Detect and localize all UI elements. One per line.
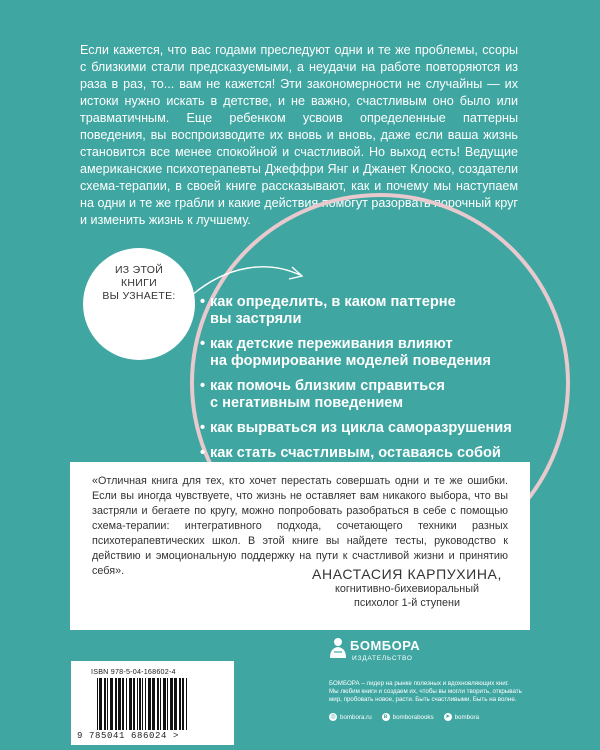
barcode-bar (99, 678, 102, 730)
bubble-heading: ИЗ ЭТОЙ КНИГИ ВЫ УЗНАЕТЕ: (102, 264, 176, 302)
barcode-bar (167, 678, 168, 730)
intro-paragraph: Если кажется, что вас годами преследуют одни и те же проблемы, ссоры с близкими стали предсказуемыми, а неудачи на работе повторяются из раза в раз, то... вам не кажется! Эти закономерности не случайны — их истоки нужно искать в детстве, и не важно, счастливым оно было или травматичным. Еще ребенком усвоив определенные паттерны поведения, вы воспроизводите их вновь и вновь, даже если ваша жизнь становится все менее спокойной и счастливой. Но выход есть! Ведущие американские психотерапевты Джеффри Янг и Джанет Клоско, создатели схема-терапии, в своей книге рассказывают, как и почему мы наступаем на одни и те же грабли и какие действия помогут разорвать порочный круг и изменить жизнь к лучшему. (80, 43, 518, 227)
barcode-bar (110, 678, 113, 730)
barcode-digits: 9 785041 686024 > (77, 731, 180, 741)
bullet-icon: • (200, 336, 206, 352)
barcode-bar (163, 678, 166, 730)
barcode-bar (145, 678, 146, 730)
bullet-icon: • (200, 294, 206, 310)
barcode-bar (97, 678, 98, 730)
quote-author (312, 566, 502, 610)
learn-item: • как вырваться из цикла саморазрушения (200, 420, 512, 436)
barcode-bar (133, 678, 135, 730)
learn-item: • как определить, в каком паттерне вы застряли (200, 294, 456, 327)
learn-item: • как стать счастливым, оставаясь собой (200, 445, 501, 461)
barcode-bar (157, 678, 159, 730)
telegram-icon: ➤ (445, 714, 451, 720)
barcode-bar (129, 678, 132, 730)
barcode-bar (122, 678, 124, 730)
barcode-bar (152, 678, 155, 730)
barcode-icon (97, 678, 209, 730)
author-name: АНАСТАСИЯ КАРПУХИНА, (312, 566, 502, 582)
social-link-site[interactable]: ◎ bombora.ru (330, 713, 372, 721)
barcode-bar (142, 678, 143, 730)
isbn-label: ISBN 978-5-04-168602-4 (91, 667, 176, 676)
barcode-panel (71, 661, 234, 745)
social-link-vk[interactable]: в bomborabooks (382, 713, 434, 721)
learn-item: • как детские переживания влияют на формирование моделей поведения (200, 336, 491, 369)
barcode-bar (137, 678, 138, 730)
bombora-logo-icon (328, 636, 348, 660)
barcode-bar (139, 678, 141, 730)
barcode-bar (182, 678, 184, 730)
publisher-subtitle: ИЗДАТЕЛЬСТВО (352, 655, 413, 662)
barcode-bar (148, 678, 151, 730)
publisher-tagline: БОМБОРА – лидер на рынке полезных и вдохновляющих книг. Мы любим книги и создаем их, чтобы вы могли творить, открывать мир, пробовать новое, расти. Быть счастливыми. Быть на волне. (329, 680, 522, 704)
barcode-bar (179, 678, 181, 730)
barcode-bar (118, 678, 121, 730)
bullet-icon: • (200, 445, 206, 461)
learn-list (200, 294, 512, 470)
bullet-icon: • (200, 420, 206, 436)
vk-icon: в (382, 713, 390, 721)
barcode-bar (186, 678, 187, 730)
quote-text: «Отличная книга для тех, кто хочет перестать совершать одни и те же ошибки. Если вы иногда чувствуете, что жизнь не оставляет вам никакого выбора, что вы застряли и бегаете по кругу, можно попробовать разобраться в себе с помощью схема-терапии: интегративного подхода, сочетающего техники разных психотерапевтических школ. В этой книге вы найдете тесты, руководство к действию и эмоциональную поддержку на пути к счастливой жизни и принятию себя». (92, 475, 508, 577)
author-role: когнитивно-бихевиоральный психолог 1-й ступени (335, 583, 480, 609)
learn-item: • как помочь близким справиться с негативным поведением (200, 378, 445, 411)
globe-icon: ◎ (330, 714, 336, 720)
barcode-bar (115, 678, 117, 730)
barcode-bar (126, 678, 127, 730)
social-link-telegram[interactable]: ➤ bombora (445, 713, 480, 721)
barcode-bar (170, 678, 173, 730)
social-links (329, 713, 479, 721)
barcode-bar (174, 678, 177, 730)
bullet-icon: • (200, 378, 206, 394)
publisher-name: БОМБОРА (350, 638, 421, 653)
barcode-bar (104, 678, 106, 730)
quote-panel (70, 462, 530, 630)
barcode-bar (160, 678, 161, 730)
barcode-bar (107, 678, 108, 730)
